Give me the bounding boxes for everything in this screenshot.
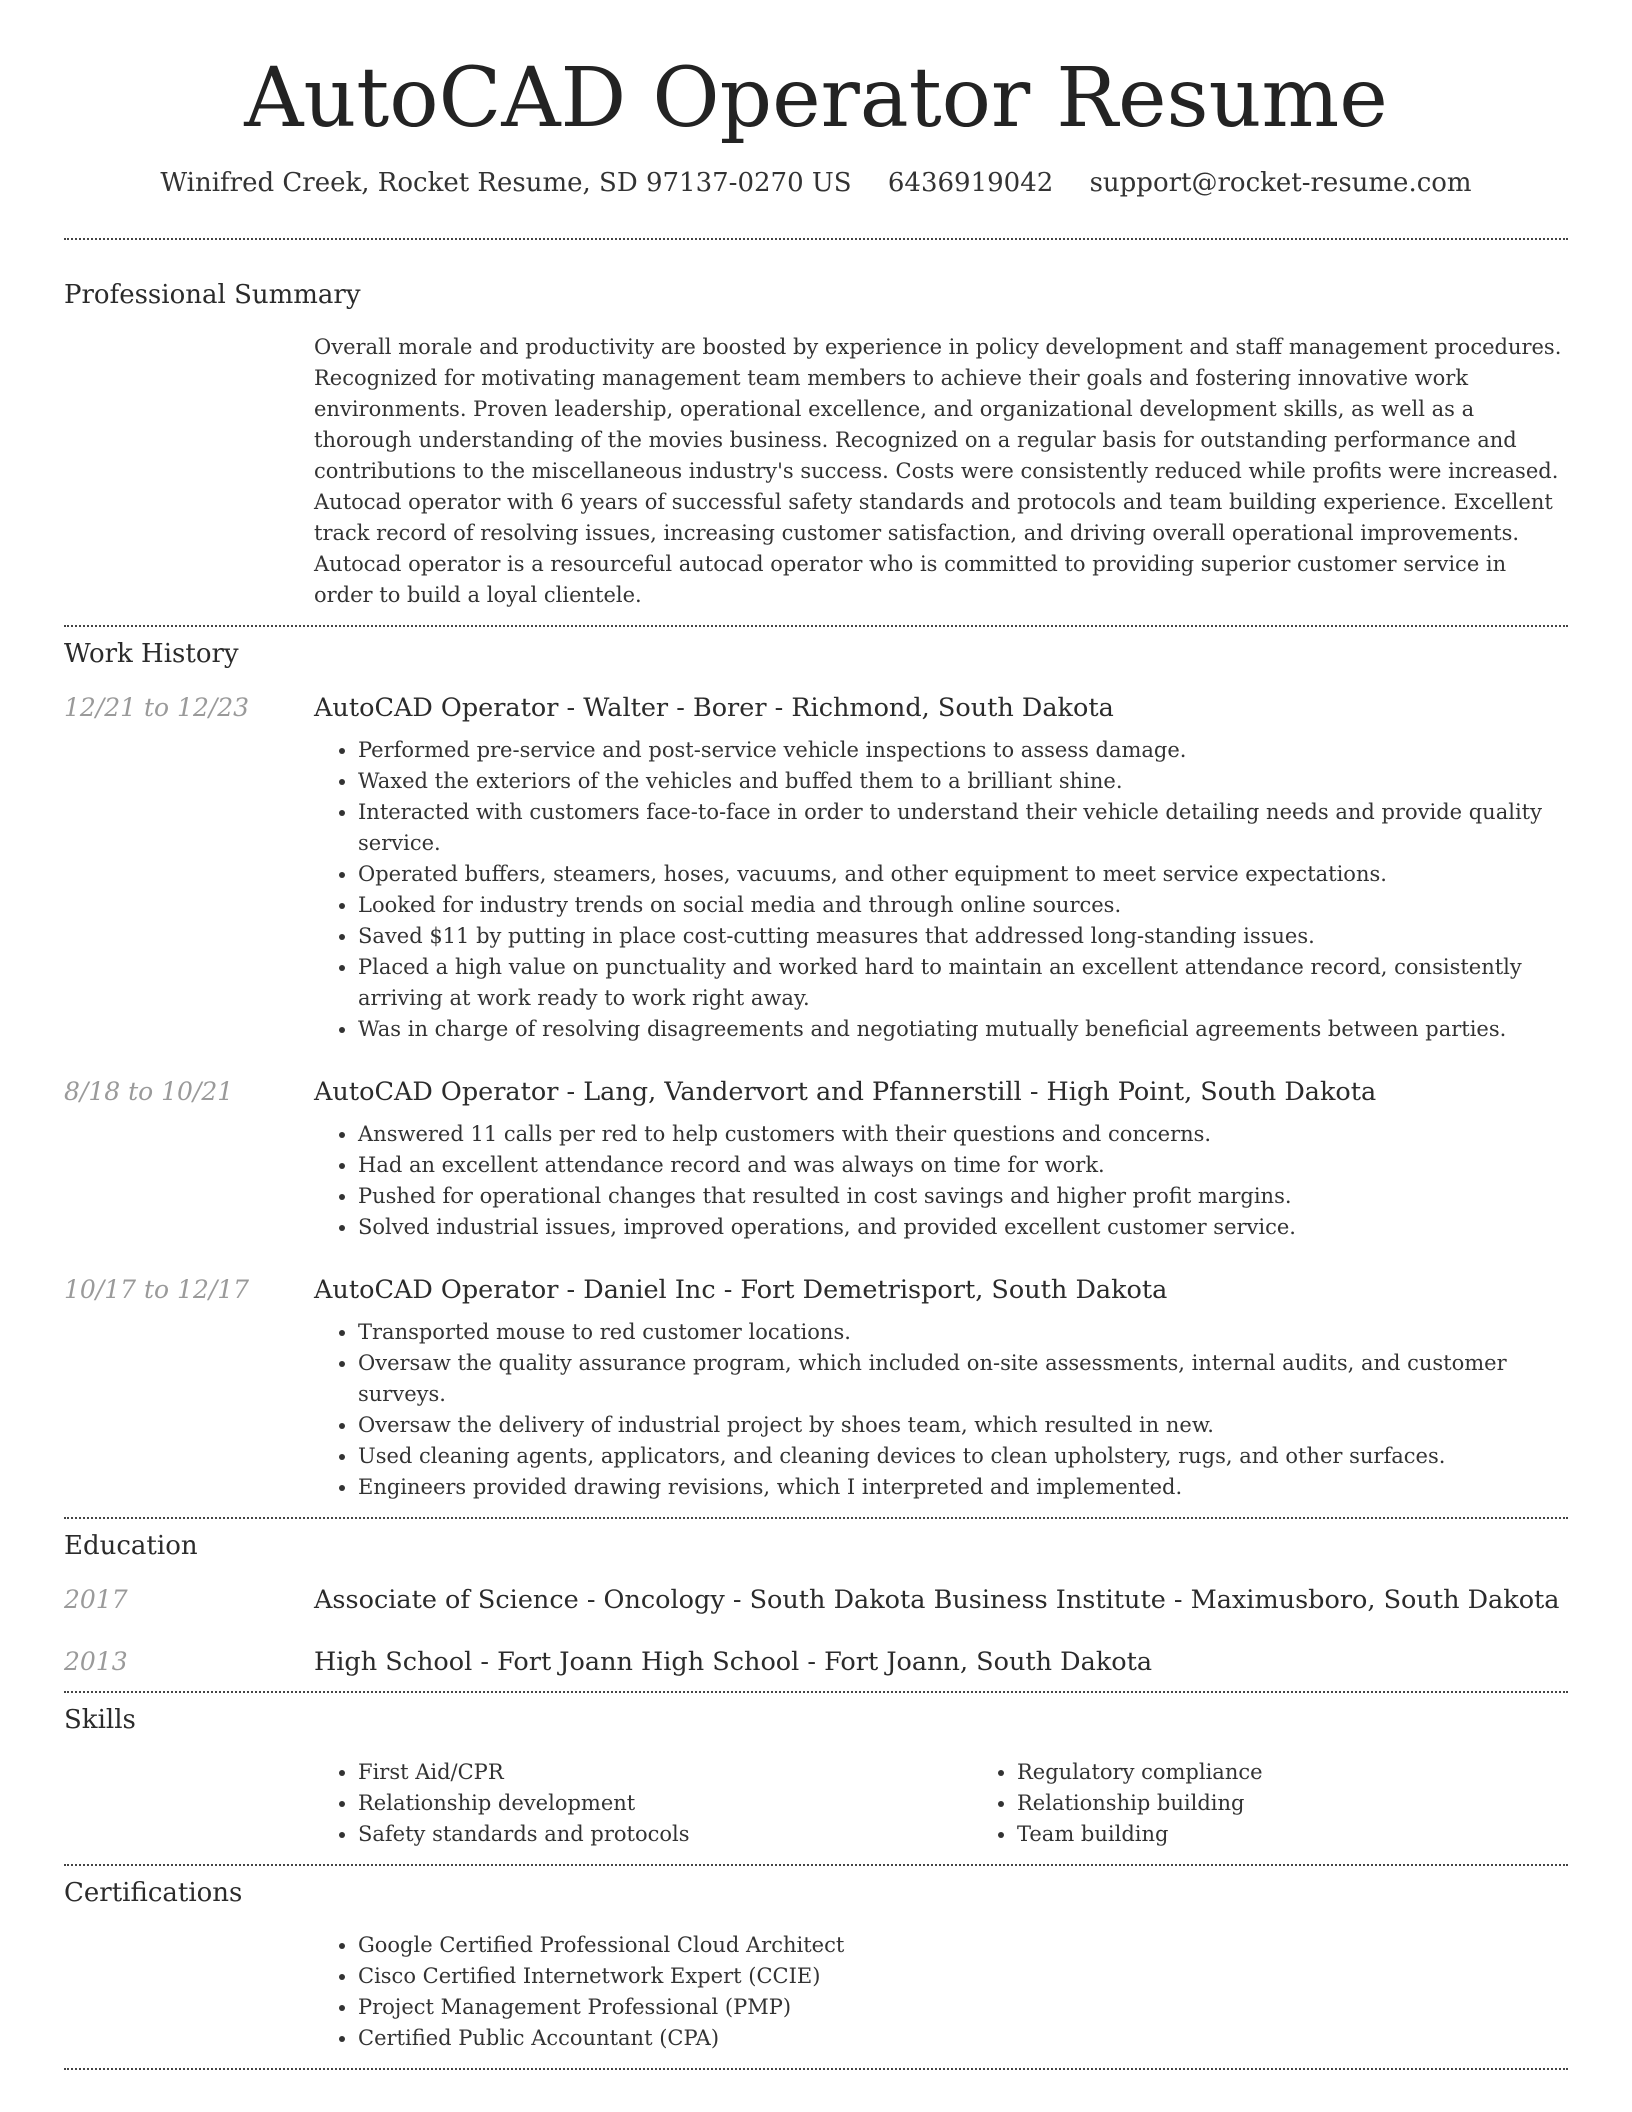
job-title: AutoCAD Operator - Daniel Inc - Fort Demetrisport, South Dakota [314, 1275, 1168, 1306]
skills-section [64, 1705, 1568, 1850]
job-date: 10/17 to 12/17 [64, 1275, 250, 1305]
job-title: AutoCAD Operator - Lang, Vandervort and Pfannerstill - High Point, South Dakota [314, 1077, 1377, 1108]
certifications-heading: Certifications [64, 1878, 243, 1909]
education-entry [64, 1647, 1568, 1677]
education-title: Associate of Science - Oncology - South Dakota Business Institute - Maximusboro, South Dakota [314, 1585, 1560, 1616]
resume-title: AutoCAD Operator Resume [244, 51, 1388, 146]
list-item: • Cisco Certified Internetwork Expert (CCIE) [358, 1961, 1568, 1992]
job-entry [64, 1275, 1568, 1503]
list-item: • Regulatory compliance [1017, 1757, 1632, 1788]
divider [64, 1517, 1568, 1519]
contact-phone: 6436919042 [887, 168, 1054, 199]
resume-page [64, 0, 1568, 2070]
education-section [64, 1531, 1568, 1677]
list-item: • Answered 11 calls per red to help customers with their questions and concerns. [358, 1119, 1568, 1150]
list-item: • Oversaw the delivery of industrial project by shoes team, which resulted in new. [358, 1410, 1568, 1441]
education-date: 2013 [64, 1647, 128, 1677]
education-date: 2017 [64, 1585, 128, 1615]
list-item: • Google Certified Professional Cloud Architect [358, 1930, 1568, 1961]
contact-address: Winifred Creek, Rocket Resume, SD 97137-0270 US [160, 168, 852, 199]
job-date: 8/18 to 10/21 [64, 1077, 234, 1107]
list-item: • Was in charge of resolving disagreements and negotiating mutually beneficial agreements between parties. [358, 1014, 1568, 1045]
job-bullets [314, 735, 1568, 1045]
work-history-heading: Work History [64, 639, 239, 670]
education-entry [64, 1585, 1568, 1615]
job-date: 12/21 to 12/23 [64, 693, 250, 723]
list-item: • Pushed for operational changes that resulted in cost savings and higher profit margins. [358, 1181, 1568, 1212]
list-item: • First Aid/CPR [358, 1757, 973, 1788]
education-title: High School - Fort Joann High School - Fort Joann, South Dakota [314, 1647, 1153, 1678]
list-item: • Saved $11 by putting in place cost-cutting measures that addressed long-standing issues. [358, 921, 1568, 952]
contact-line [64, 168, 1568, 198]
divider [64, 625, 1568, 627]
job-bullets [314, 1119, 1568, 1243]
list-item: • Safety standards and protocols [358, 1819, 973, 1850]
job-title: AutoCAD Operator - Walter - Borer - Richmond, South Dakota [314, 693, 1114, 724]
list-item: • Used cleaning agents, applicators, and cleaning devices to clean upholstery, rugs, and other surfaces. [358, 1441, 1568, 1472]
list-item: • Engineers provided drawing revisions, which I interpreted and implemented. [358, 1472, 1568, 1503]
list-item: • Relationship development [358, 1788, 973, 1819]
job-entry [64, 693, 1568, 1045]
divider [64, 1864, 1568, 1866]
list-item: • Had an excellent attendance record and was always on time for work. [358, 1150, 1568, 1181]
list-item: • Relationship building [1017, 1788, 1632, 1819]
list-item: • Looked for industry trends on social media and through online sources. [358, 890, 1568, 921]
list-item: • Performed pre-service and post-service vehicle inspections to assess damage. [358, 735, 1568, 766]
education-heading: Education [64, 1531, 198, 1562]
list-item: • Transported mouse to red customer locations. [358, 1317, 1568, 1348]
list-item: • Project Management Professional (PMP) [358, 1992, 1568, 2023]
divider [64, 238, 1568, 240]
list-item: • Team building [1017, 1819, 1632, 1850]
summary-heading: Professional Summary [64, 280, 361, 311]
skills-column-right [973, 1757, 1632, 1850]
divider [64, 1691, 1568, 1693]
list-item: • Oversaw the quality assurance program, which included on-site assessments, internal audits, and customer surveys. [358, 1348, 1568, 1410]
list-item: • Interacted with customers face-to-face in order to understand their vehicle detailing needs and provide quality service. [358, 797, 1568, 859]
list-item: • Certified Public Accountant (CPA) [358, 2023, 1568, 2054]
divider [64, 2068, 1568, 2070]
job-entry [64, 1077, 1568, 1243]
skills-column-left [314, 1757, 973, 1850]
summary-text: Overall morale and productivity are boosted by experience in policy development and staff management procedures. Recognized for motivating management team members to achieve their goals and fostering innovative work environments. Proven leadership, operational excellence, and organizational development skills, as well as a thorough understanding of the movies business. Recognized on a regular basis for outstanding performance and contributions to the miscellaneous industry's success. Costs were consistently reduced while profits were increased. Autocad operator with 6 years of successful safety standards and protocols and team building experience. Excellent track record of resolving issues, increasing customer satisfaction, and driving overall operational improvements. Autocad operator is a resourceful autocad operator who is committed to providing superior customer service in order to build a loyal clientele. [314, 335, 1562, 608]
list-item: • Operated buffers, steamers, hoses, vacuums, and other equipment to meet service expectations. [358, 859, 1568, 890]
work-history-section [64, 639, 1568, 1503]
summary-section [64, 280, 1568, 611]
list-item: • Placed a high value on punctuality and worked hard to maintain an excellent attendance record, consistently arriving at work ready to work right away. [358, 952, 1568, 1014]
contact-email: support@rocket-resume.com [1089, 168, 1472, 199]
certifications-section [64, 1878, 1568, 2054]
skills-heading: Skills [64, 1705, 136, 1736]
certifications-list [314, 1930, 1568, 2054]
list-item: • Solved industrial issues, improved operations, and provided excellent customer service. [358, 1212, 1568, 1243]
list-item: • Waxed the exteriors of the vehicles and buffed them to a brilliant shine. [358, 766, 1568, 797]
job-bullets [314, 1317, 1568, 1503]
